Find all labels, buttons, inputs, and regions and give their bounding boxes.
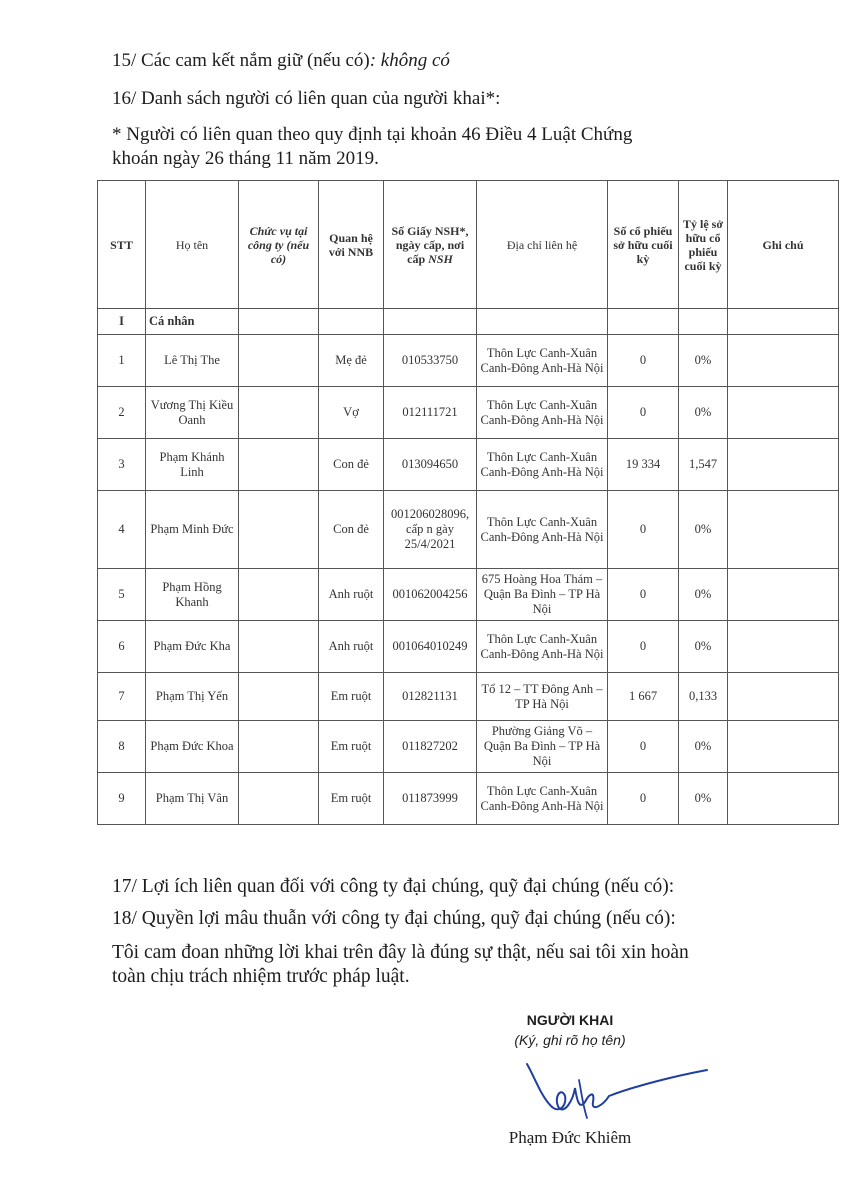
cell-address: 675 Hoàng Hoa Thám – Quận Ba Đình – TP Hà Nội xyxy=(477,569,608,621)
cell-note xyxy=(728,491,839,569)
cell-id: 011827202 xyxy=(384,721,477,773)
header-address: Địa chỉ liên hệ xyxy=(477,181,608,309)
cell-relation: Con đẻ xyxy=(319,491,384,569)
cell-stt: 4 xyxy=(98,491,146,569)
related-persons-table xyxy=(97,180,839,825)
cell-relation: Con đẻ xyxy=(319,439,384,491)
cell-relation: Em ruột xyxy=(319,673,384,721)
cell-id: 001064010249 xyxy=(384,621,477,673)
cell-position xyxy=(239,569,319,621)
cell-position xyxy=(239,721,319,773)
cell-stt: 8 xyxy=(98,721,146,773)
cell-ratio: 0% xyxy=(679,335,728,387)
table-row xyxy=(98,569,839,621)
cell-note xyxy=(728,621,839,673)
cell-relation: Anh ruột xyxy=(319,569,384,621)
item-17: 17/ Lợi ích liên quan đối với công ty đại chúng, quỹ đại chúng (nếu có): xyxy=(112,876,675,897)
cell-shares: 0 xyxy=(608,335,679,387)
cell-position xyxy=(239,773,319,825)
cell-name: Phạm Thị Vân xyxy=(146,773,239,825)
cell-id: 012821131 xyxy=(384,673,477,721)
header-name: Họ tên xyxy=(146,181,239,309)
cell-shares: 0 xyxy=(608,621,679,673)
cell-address: Phường Giảng Võ – Quận Ba Đình – TP Hà Nội xyxy=(477,721,608,773)
cell-note xyxy=(728,439,839,491)
header-id xyxy=(384,181,477,309)
cell-stt: 2 xyxy=(98,387,146,439)
cell-address: Thôn Lực Canh-Xuân Canh-Đông Anh-Hà Nội xyxy=(477,773,608,825)
item-15 xyxy=(112,50,450,72)
section-label: Cá nhân xyxy=(146,309,239,335)
header-id-suffix: NSH xyxy=(428,251,453,266)
cell-address: Thôn Lực Canh-Xuân Canh-Đông Anh-Hà Nội xyxy=(477,387,608,439)
cell-shares: 1 667 xyxy=(608,673,679,721)
table-header-row xyxy=(98,181,839,309)
cell-stt: 6 xyxy=(98,621,146,673)
cell-id: 001062004256 xyxy=(384,569,477,621)
cell-name: Vương Thị Kiều Oanh xyxy=(146,387,239,439)
table-row xyxy=(98,439,839,491)
cell-position xyxy=(239,387,319,439)
cell-id: 013094650 xyxy=(384,439,477,491)
item-18: 18/ Quyền lợi mâu thuẫn với công ty đại chúng, quỹ đại chúng (nếu có): xyxy=(112,908,676,929)
note-line-1: * Người có liên quan theo quy định tại khoản 46 Điều 4 Luật Chứng xyxy=(112,124,633,145)
table-row xyxy=(98,673,839,721)
cell-note xyxy=(728,673,839,721)
cell-id: 010533750 xyxy=(384,335,477,387)
header-note: Ghi chú xyxy=(728,181,839,309)
cell-address: Thôn Lực Canh-Xuân Canh-Đông Anh-Hà Nội xyxy=(477,491,608,569)
cell-address: Thôn Lực Canh-Xuân Canh-Đông Anh-Hà Nội xyxy=(477,335,608,387)
cell-name: Phạm Đức Kha xyxy=(146,621,239,673)
pledge-line-1: Tôi cam đoan những lời khai trên đây là đúng sự thật, nếu sai tôi xin hoàn xyxy=(112,942,689,963)
cell-ratio: 1,547 xyxy=(679,439,728,491)
cell-relation: Mẹ đẻ xyxy=(319,335,384,387)
header-relation: Quan hệ với NNB xyxy=(319,181,384,309)
cell-ratio: 0,133 xyxy=(679,673,728,721)
note-line-2: khoán ngày 26 tháng 11 năm 2019. xyxy=(112,148,379,169)
signer-subtitle: (Ký, ghi rõ họ tên) xyxy=(514,1032,626,1048)
cell-position xyxy=(239,491,319,569)
table-row xyxy=(98,335,839,387)
cell-position xyxy=(239,621,319,673)
cell-relation: Anh ruột xyxy=(319,621,384,673)
table-row xyxy=(98,491,839,569)
cell-note xyxy=(728,721,839,773)
cell-stt: 1 xyxy=(98,335,146,387)
cell-name: Phạm Khánh Linh xyxy=(146,439,239,491)
cell-id: 011873999 xyxy=(384,773,477,825)
cell-position xyxy=(239,439,319,491)
cell-ratio: 0% xyxy=(679,569,728,621)
cell-shares: 0 xyxy=(608,721,679,773)
cell-address: Thôn Lực Canh-Xuân Canh-Đông Anh-Hà Nội xyxy=(477,621,608,673)
table-row xyxy=(98,621,839,673)
cell-shares: 0 xyxy=(608,773,679,825)
item-15-label: 15/ Các cam kết nắm giữ (nếu có) xyxy=(112,50,370,71)
cell-position xyxy=(239,335,319,387)
cell-ratio: 0% xyxy=(679,387,728,439)
cell-note xyxy=(728,773,839,825)
header-ratio: Tỷ lệ sở hữu cổ phiếu cuối kỳ xyxy=(679,181,728,309)
item-15-value: : không có xyxy=(369,50,450,71)
cell-shares: 19 334 xyxy=(608,439,679,491)
handwritten-signature xyxy=(515,1056,715,1126)
cell-ratio: 0% xyxy=(679,721,728,773)
cell-name: Lê Thị The xyxy=(146,335,239,387)
cell-id: 012111721 xyxy=(384,387,477,439)
cell-stt: 9 xyxy=(98,773,146,825)
header-stt: STT xyxy=(98,181,146,309)
cell-shares: 0 xyxy=(608,491,679,569)
cell-position xyxy=(239,673,319,721)
cell-ratio: 0% xyxy=(679,621,728,673)
signer-title: NGƯỜI KHAI xyxy=(526,1012,614,1028)
header-shares: Số cổ phiếu sở hữu cuối kỳ xyxy=(608,181,679,309)
header-id-text: Số Giấy NSH*, ngày cấp, nơi cấp xyxy=(391,223,469,266)
cell-name: Phạm Thị Yến xyxy=(146,673,239,721)
cell-name: Phạm Minh Đức xyxy=(146,491,239,569)
cell-ratio: 0% xyxy=(679,773,728,825)
cell-name: Phạm Đức Khoa xyxy=(146,721,239,773)
cell-stt: 7 xyxy=(98,673,146,721)
cell-address: Thôn Lực Canh-Xuân Canh-Đông Anh-Hà Nội xyxy=(477,439,608,491)
item-16: 16/ Danh sách người có liên quan của người khai*: xyxy=(112,88,501,109)
cell-relation: Vợ xyxy=(319,387,384,439)
cell-shares: 0 xyxy=(608,387,679,439)
cell-note xyxy=(728,387,839,439)
table-row xyxy=(98,721,839,773)
section-stt: I xyxy=(98,309,146,335)
cell-stt: 3 xyxy=(98,439,146,491)
cell-address: Tổ 12 – TT Đông Anh – TP Hà Nội xyxy=(477,673,608,721)
cell-stt: 5 xyxy=(98,569,146,621)
cell-ratio: 0% xyxy=(679,491,728,569)
cell-note xyxy=(728,569,839,621)
cell-name: Phạm Hồng Khanh xyxy=(146,569,239,621)
table-row xyxy=(98,773,839,825)
pledge-line-2: toàn chịu trách nhiệm trước pháp luật. xyxy=(112,966,410,987)
cell-relation: Em ruột xyxy=(319,721,384,773)
cell-relation: Em ruột xyxy=(319,773,384,825)
section-row xyxy=(98,309,839,335)
cell-shares: 0 xyxy=(608,569,679,621)
cell-note xyxy=(728,335,839,387)
header-position: Chức vụ tại công ty (nếu có) xyxy=(239,181,319,309)
signer-name: Phạm Đức Khiêm xyxy=(508,1128,632,1147)
table-row xyxy=(98,387,839,439)
cell-id: 001206028096, cấp n gày 25/4/2021 xyxy=(384,491,477,569)
